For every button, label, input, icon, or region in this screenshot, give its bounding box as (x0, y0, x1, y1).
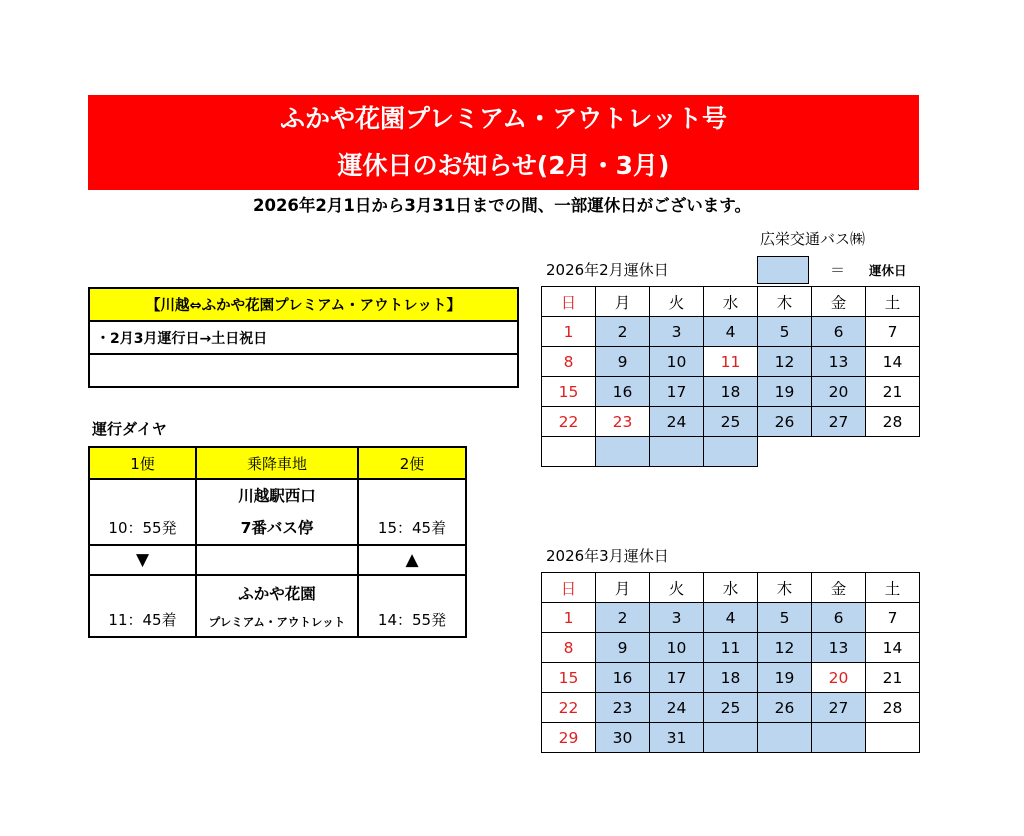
stop-name: ふかや花園 (238, 585, 316, 603)
title-banner (88, 95, 919, 190)
suspended-day-cell: 9 (596, 347, 650, 377)
suspended-day-cell (758, 723, 812, 753)
calendar-week (542, 693, 920, 723)
calendar-week (542, 437, 920, 467)
legend-label: 運休日 (869, 263, 907, 278)
suspended-day-cell (596, 437, 650, 467)
suspended-day-cell: 3 (650, 603, 704, 633)
schedule-table (88, 446, 467, 638)
suspended-day-cell: 6 (812, 317, 866, 347)
route-table (88, 287, 519, 388)
day-cell (542, 437, 596, 467)
suspended-day-cell: 12 (758, 347, 812, 377)
arrow-row-spacer (196, 545, 358, 575)
day-cell: 22 (542, 407, 596, 437)
weekday-header: 月 (596, 287, 650, 317)
stop-sub: プレミアム・アウトレット (208, 615, 346, 629)
february-calendar-title: 2026年2月運休日 (546, 261, 669, 279)
route-note: ・2月3月運行日→土日祝日 (89, 321, 518, 354)
calendar-week (542, 407, 920, 437)
suspended-day-cell (704, 723, 758, 753)
day-cell: 23 (596, 407, 650, 437)
suspended-day-cell: 5 (758, 603, 812, 633)
suspended-day-cell: 4 (704, 603, 758, 633)
day-cell: 28 (866, 407, 920, 437)
suspended-day-cell: 24 (650, 693, 704, 723)
suspended-day-cell: 17 (650, 377, 704, 407)
suspended-day-cell: 20 (812, 377, 866, 407)
company-name: 広栄交通バス㈱ (760, 230, 866, 248)
suspended-day-cell: 26 (758, 407, 812, 437)
weekday-header: 土 (866, 287, 920, 317)
february-calendar (541, 286, 920, 467)
day-cell: 20 (812, 663, 866, 693)
calendar-week (542, 723, 920, 753)
day-cell: 15 (542, 377, 596, 407)
route-empty-row (89, 354, 518, 387)
march-calendar (541, 572, 920, 753)
legend-swatch (757, 256, 809, 284)
calendar-week (542, 633, 920, 663)
day-cell: 7 (866, 603, 920, 633)
suspended-day-cell: 10 (650, 633, 704, 663)
suspended-day-cell (704, 437, 758, 467)
suspended-day-cell: 25 (704, 693, 758, 723)
weekday-header: 金 (812, 573, 866, 603)
calendar-week (542, 377, 920, 407)
up-arrow-icon: ▲ (358, 545, 466, 575)
calendar-week (542, 317, 920, 347)
suspended-day-cell: 23 (596, 693, 650, 723)
day-cell (812, 437, 866, 467)
time-second-fukaya: 14：55発 (358, 575, 466, 637)
stop-fukaya (196, 575, 358, 637)
banner-line-1: ふかや花園プレミアム・アウトレット号 (279, 104, 727, 133)
suspended-day-cell (812, 723, 866, 753)
day-cell: 8 (542, 347, 596, 377)
down-arrow-icon: ▼ (89, 545, 196, 575)
day-cell: 8 (542, 633, 596, 663)
day-cell (758, 437, 812, 467)
suspended-day-cell: 2 (596, 317, 650, 347)
suspended-day-cell: 13 (812, 633, 866, 663)
stop-name: 川越駅西口 (238, 487, 316, 505)
weekday-header: 土 (866, 573, 920, 603)
suspended-day-cell: 18 (704, 663, 758, 693)
day-cell: 21 (866, 663, 920, 693)
suspended-day-cell: 16 (596, 663, 650, 693)
time-second-kawagoe: 15：45着 (358, 479, 466, 545)
day-cell: 14 (866, 347, 920, 377)
day-cell: 22 (542, 693, 596, 723)
suspended-day-cell: 13 (812, 347, 866, 377)
suspended-day-cell: 27 (812, 407, 866, 437)
weekday-header: 火 (650, 287, 704, 317)
header-first-trip: 1便 (89, 447, 196, 479)
suspended-day-cell: 16 (596, 377, 650, 407)
legend-equals: ＝ (830, 261, 846, 279)
header-stop: 乗降車地 (196, 447, 358, 479)
schedule-section-label: 運行ダイヤ (92, 420, 167, 438)
weekday-header: 木 (758, 287, 812, 317)
calendar-week (542, 347, 920, 377)
day-cell: 29 (542, 723, 596, 753)
suspended-day-cell: 25 (704, 407, 758, 437)
day-cell: 11 (704, 347, 758, 377)
time-first-fukaya: 11：45着 (89, 575, 196, 637)
suspended-day-cell: 27 (812, 693, 866, 723)
day-cell: 28 (866, 693, 920, 723)
stop-kawagoe (196, 479, 358, 545)
suspended-day-cell: 26 (758, 693, 812, 723)
weekday-header: 日 (542, 287, 596, 317)
day-cell (866, 723, 920, 753)
suspended-day-cell: 17 (650, 663, 704, 693)
suspended-day-cell: 30 (596, 723, 650, 753)
weekday-header: 木 (758, 573, 812, 603)
time-first-kawagoe: 10：55発 (89, 479, 196, 545)
march-calendar-title: 2026年3月運休日 (546, 547, 669, 565)
weekday-header: 火 (650, 573, 704, 603)
calendar-week (542, 663, 920, 693)
suspended-day-cell: 31 (650, 723, 704, 753)
suspended-day-cell: 9 (596, 633, 650, 663)
day-cell (866, 437, 920, 467)
day-cell: 1 (542, 603, 596, 633)
header-second-trip: 2便 (358, 447, 466, 479)
day-cell: 14 (866, 633, 920, 663)
stop-sub: 7番バス停 (240, 519, 314, 537)
weekday-header: 月 (596, 573, 650, 603)
calendar-week (542, 603, 920, 633)
day-cell: 1 (542, 317, 596, 347)
route-title: 【川越⇔ふかや花園プレミアム・アウトレット】 (89, 288, 518, 321)
weekday-header: 水 (704, 287, 758, 317)
day-cell: 21 (866, 377, 920, 407)
suspended-day-cell (650, 437, 704, 467)
suspended-day-cell: 11 (704, 633, 758, 663)
suspended-day-cell: 10 (650, 347, 704, 377)
day-cell: 7 (866, 317, 920, 347)
weekday-header: 金 (812, 287, 866, 317)
suspended-day-cell: 18 (704, 377, 758, 407)
weekday-header: 水 (704, 573, 758, 603)
suspended-day-cell: 6 (812, 603, 866, 633)
banner-line-2: 運休日のお知らせ(2月・3月) (337, 151, 670, 180)
suspended-day-cell: 3 (650, 317, 704, 347)
suspended-day-cell: 19 (758, 663, 812, 693)
subtitle: 2026年2月1日から3月31日までの間、一部運休日がございます。 (252, 196, 751, 215)
suspended-day-cell: 12 (758, 633, 812, 663)
suspended-day-cell: 2 (596, 603, 650, 633)
day-cell: 15 (542, 663, 596, 693)
suspended-day-cell: 19 (758, 377, 812, 407)
suspended-day-cell: 4 (704, 317, 758, 347)
suspended-day-cell: 5 (758, 317, 812, 347)
suspended-day-cell: 24 (650, 407, 704, 437)
weekday-header: 日 (542, 573, 596, 603)
